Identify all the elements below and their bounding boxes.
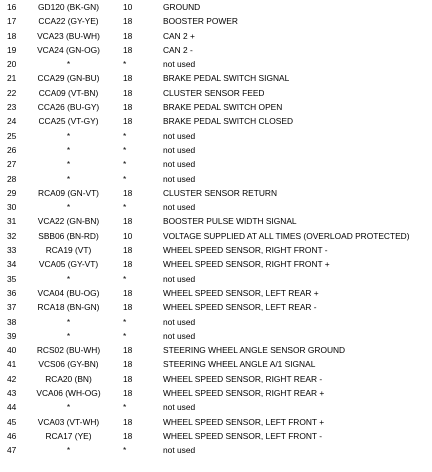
pin-number-cell: 17 (7, 16, 17, 27)
table-row (0, 157, 432, 171)
pin-number-cell: 30 (7, 202, 17, 213)
function-cell: VOLTAGE SUPPLIED AT ALL TIMES (OVERLOAD PROTECTED) (163, 230, 410, 241)
table-row (0, 372, 432, 386)
wire-size-cell: 18 (123, 345, 133, 356)
circuit-cell: * (66, 144, 71, 155)
function-cell: not used (163, 445, 196, 456)
wire-size-cell: * (123, 273, 127, 284)
wire-size-cell: 18 (123, 416, 133, 427)
table-row (0, 29, 432, 43)
circuit-cell: VCA05 (GY-VT) (38, 259, 99, 270)
wire-size-cell: * (123, 402, 127, 413)
circuit-cell: CCA09 (VT-BN) (38, 87, 99, 98)
pin-number-cell: 37 (7, 302, 17, 313)
wire-size-cell: 10 (123, 230, 133, 241)
table-row (0, 300, 432, 314)
wire-size-cell: * (123, 130, 127, 141)
function-cell: CAN 2 + (163, 30, 195, 41)
function-cell: CAN 2 - (163, 44, 193, 55)
pin-number-cell: 47 (7, 445, 17, 456)
table-row (0, 229, 432, 243)
circuit-cell: * (66, 159, 71, 170)
circuit-cell: CCA25 (VT-GY) (38, 116, 99, 127)
wire-size-cell: 18 (123, 359, 133, 370)
circuit-cell: * (66, 402, 71, 413)
function-cell: not used (163, 402, 196, 413)
wire-size-cell: * (123, 202, 127, 213)
wire-size-cell: 18 (123, 216, 133, 227)
function-cell: BRAKE PEDAL SWITCH CLOSED (163, 116, 293, 127)
table-row (0, 172, 432, 186)
table-row (0, 71, 432, 85)
table-row (0, 86, 432, 100)
circuit-cell: RCA20 (BN) (45, 373, 92, 384)
table-row (0, 200, 432, 214)
table-row (0, 243, 432, 257)
table-row (0, 386, 432, 400)
pin-number-cell: 36 (7, 287, 17, 298)
wire-size-cell: * (123, 445, 127, 456)
pin-number-cell: 29 (7, 187, 17, 198)
table-row (0, 429, 432, 443)
function-cell: WHEEL SPEED SENSOR, RIGHT FRONT - (163, 245, 328, 256)
function-cell: not used (163, 59, 196, 70)
table-row (0, 214, 432, 228)
function-cell: WHEEL SPEED SENSOR, LEFT FRONT + (163, 416, 325, 427)
pin-number-cell: 33 (7, 245, 17, 256)
wire-size-cell: 18 (123, 44, 133, 55)
wire-size-cell: 18 (123, 302, 133, 313)
circuit-cell: VCS06 (GY-BN) (38, 359, 99, 370)
pin-number-cell: 18 (7, 30, 17, 41)
circuit-cell: RCA19 (VT) (45, 245, 92, 256)
circuit-cell: VCA24 (GN-OG) (37, 44, 100, 55)
wire-size-cell: * (123, 316, 127, 327)
function-cell: BRAKE PEDAL SWITCH OPEN (163, 102, 283, 113)
function-cell: STEERING WHEEL ANGLE A/1 SIGNAL (163, 359, 316, 370)
pin-number-cell: 28 (7, 173, 17, 184)
pin-number-cell: 40 (7, 345, 17, 356)
function-cell: WHEEL SPEED SENSOR, RIGHT REAR - (163, 373, 323, 384)
wire-size-cell: 18 (123, 388, 133, 399)
table-row (0, 114, 432, 128)
wire-size-cell: * (123, 173, 127, 184)
function-cell: not used (163, 159, 196, 170)
function-cell: not used (163, 316, 196, 327)
circuit-cell: VCA22 (GN-BN) (37, 216, 100, 227)
table-row (0, 143, 432, 157)
table-row (0, 0, 432, 14)
wire-size-cell: 18 (123, 287, 133, 298)
function-cell: WHEEL SPEED SENSOR, LEFT REAR + (163, 287, 319, 298)
function-cell: WHEEL SPEED SENSOR, RIGHT FRONT + (163, 259, 330, 270)
circuit-cell: CCA26 (BU-GY) (37, 102, 100, 113)
pin-number-cell: 23 (7, 102, 17, 113)
pin-number-cell: 22 (7, 87, 17, 98)
circuit-cell: * (66, 130, 71, 141)
table-row (0, 286, 432, 300)
pin-number-cell: 21 (7, 73, 17, 84)
table-row (0, 129, 432, 143)
function-cell: BRAKE PEDAL SWITCH SIGNAL (163, 73, 290, 84)
circuit-cell: * (66, 330, 71, 341)
pin-number-cell: 32 (7, 230, 17, 241)
pin-number-cell: 20 (7, 59, 17, 70)
pin-number-cell: 19 (7, 44, 17, 55)
wire-size-cell: 18 (123, 259, 133, 270)
circuit-cell: RCA17 (YE) (45, 430, 92, 441)
function-cell: WHEEL SPEED SENSOR, LEFT REAR - (163, 302, 317, 313)
wire-size-cell: * (123, 59, 127, 70)
circuit-cell: SBB06 (BN-RD) (38, 230, 99, 241)
table-row (0, 315, 432, 329)
function-cell: not used (163, 130, 196, 141)
circuit-cell: RCA18 (BN-GN) (37, 302, 100, 313)
wire-size-cell: 10 (123, 2, 133, 12)
function-cell: BOOSTER POWER (163, 16, 238, 27)
pin-number-cell: 46 (7, 430, 17, 441)
wire-size-cell: 18 (123, 116, 133, 127)
pin-number-cell: 38 (7, 316, 17, 327)
function-cell: CLUSTER SENSOR FEED (163, 87, 265, 98)
table-row (0, 257, 432, 271)
circuit-cell: VCA06 (WH-OG) (36, 388, 101, 399)
function-cell: CLUSTER SENSOR RETURN (163, 187, 278, 198)
pin-number-cell: 26 (7, 144, 17, 155)
circuit-cell: VCA23 (BU-WH) (37, 30, 100, 41)
table-row (0, 329, 432, 343)
pin-number-cell: 41 (7, 359, 17, 370)
table-row (0, 43, 432, 57)
wire-size-cell: 18 (123, 16, 133, 27)
pin-number-cell: 16 (7, 2, 17, 12)
wire-size-cell: * (123, 144, 127, 155)
circuit-cell: GD120 (BK-GN) (38, 2, 99, 12)
function-cell: WHEEL SPEED SENSOR, LEFT FRONT - (163, 430, 322, 441)
function-cell: not used (163, 330, 196, 341)
pin-number-cell: 27 (7, 159, 17, 170)
pin-number-cell: 24 (7, 116, 17, 127)
pin-number-cell: 25 (7, 130, 17, 141)
circuit-cell: * (66, 316, 71, 327)
pin-number-cell: 43 (7, 388, 17, 399)
wire-size-cell: 18 (123, 245, 133, 256)
table-row (0, 343, 432, 357)
circuit-cell: VCA03 (VT-WH) (37, 416, 100, 427)
function-cell: not used (163, 202, 196, 213)
wire-size-cell: * (123, 330, 127, 341)
table-row (0, 272, 432, 286)
wire-size-cell: 18 (123, 430, 133, 441)
wire-size-cell: 18 (123, 87, 133, 98)
table-row (0, 14, 432, 28)
table-row (0, 415, 432, 429)
function-cell: not used (163, 173, 196, 184)
wire-size-cell: 18 (123, 73, 133, 84)
circuit-cell: * (66, 59, 71, 70)
pin-number-cell: 44 (7, 402, 17, 413)
table-row (0, 57, 432, 71)
wire-size-cell: 18 (123, 102, 133, 113)
table-row (0, 186, 432, 200)
circuit-cell: VCA04 (BU-OG) (37, 287, 100, 298)
pin-number-cell: 35 (7, 273, 17, 284)
function-cell: BOOSTER PULSE WIDTH SIGNAL (163, 216, 297, 227)
circuit-cell: * (66, 173, 71, 184)
pin-number-cell: 31 (7, 216, 17, 227)
circuit-cell: RCS02 (BU-WH) (36, 345, 101, 356)
table-row (0, 443, 432, 457)
wire-size-cell: 18 (123, 373, 133, 384)
circuit-cell: * (66, 273, 71, 284)
wire-size-cell: 18 (123, 187, 133, 198)
circuit-cell: CCA29 (GN-BU) (37, 73, 100, 84)
pin-number-cell: 42 (7, 373, 17, 384)
table-row (0, 357, 432, 371)
function-cell: not used (163, 144, 196, 155)
circuit-cell: CCA22 (GY-YE) (38, 16, 99, 27)
function-cell: STEERING WHEEL ANGLE SENSOR GROUND (163, 345, 346, 356)
pin-number-cell: 34 (7, 259, 17, 270)
pin-number-cell: 45 (7, 416, 17, 427)
function-cell: WHEEL SPEED SENSOR, RIGHT REAR + (163, 388, 325, 399)
pin-number-cell: 39 (7, 330, 17, 341)
table-row (0, 100, 432, 114)
wire-size-cell: 18 (123, 30, 133, 41)
circuit-cell: * (66, 445, 71, 456)
circuit-cell: * (66, 202, 71, 213)
function-cell: GROUND (163, 2, 201, 12)
circuit-cell: RCA09 (GN-VT) (38, 187, 99, 198)
wire-size-cell: * (123, 159, 127, 170)
table-row (0, 400, 432, 414)
function-cell: not used (163, 273, 196, 284)
